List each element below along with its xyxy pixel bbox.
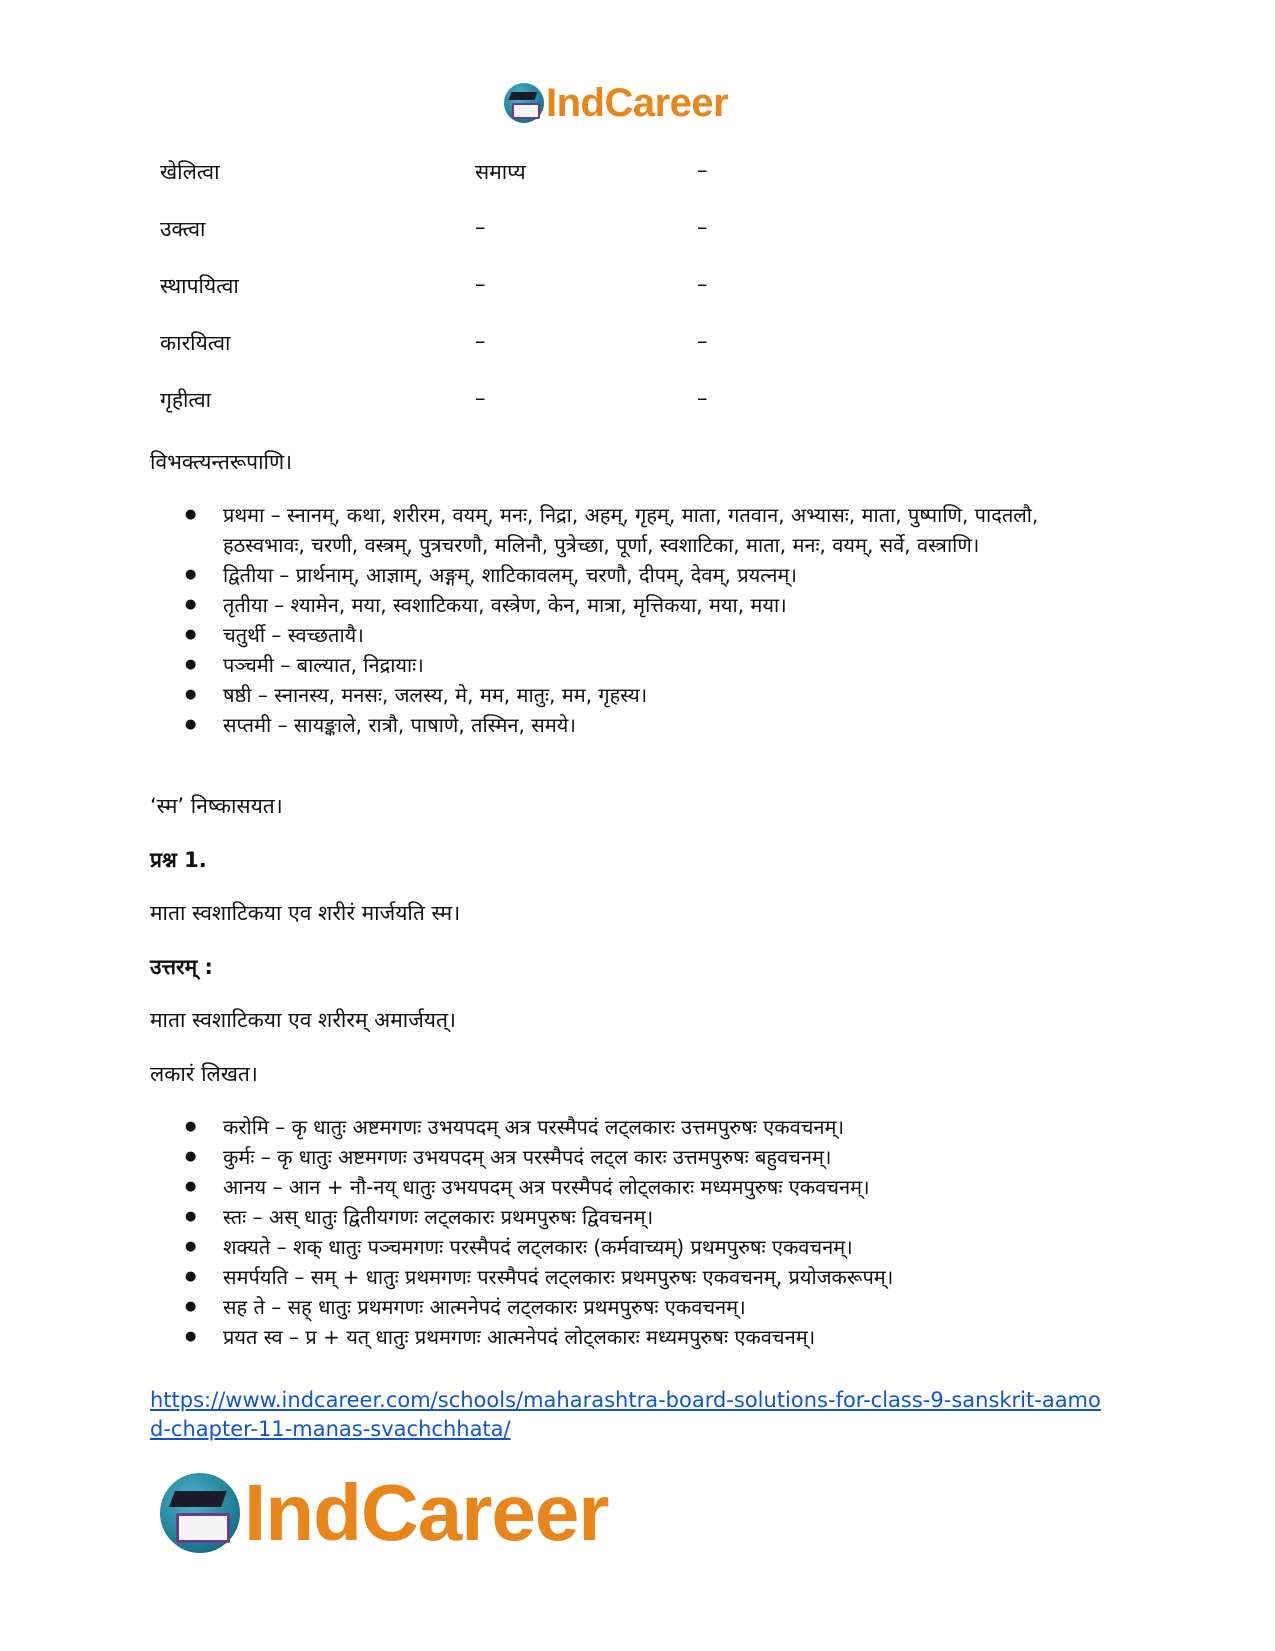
- table-row: [160, 329, 760, 386]
- table-cell: –: [697, 215, 708, 239]
- list-item: ● सप्तमी – सायङ्काले, रात्रौ, पाषाणे, तस्मिन, समये।: [185, 710, 1085, 740]
- list-item: ● कुर्मः – कृ धातुः अष्टमगणः उभयपदम् अत्र परस्मैपदं लट्ल कारः उत्तमपुरुषः बहुवचनम्।: [185, 1142, 1085, 1172]
- table-cell: गृहीत्वा: [160, 388, 212, 412]
- lakara-list: [185, 1112, 1085, 1352]
- table-row: [160, 158, 760, 215]
- table-cell: –: [697, 158, 708, 182]
- section-heading-sma: ‘स्म’ निष्कासयत।: [150, 794, 283, 818]
- table-cell: उक्त्वा: [160, 217, 206, 241]
- graduation-cap-books-icon: [160, 1473, 240, 1553]
- question-label: प्रश्न 1.: [150, 848, 207, 872]
- table-cell: कारयित्वा: [160, 331, 231, 355]
- list-item: ● तृतीया – श्यामेन, मया, स्वशाटिकया, वस्त्रेण, केन, मात्रा, मृत्तिकया, मया, मया।: [185, 590, 1085, 620]
- list-item: ● प्रथमा – स्नानम्, कथा, शरीरम, वयम्, मनः, निद्रा, अहम्, गृहम्, माता, गतवान, अभ्यासः, माता, पुष्पाणि, पादतलौ, हठस्वभावः, चरणी, वस्त्रम्, पुत्रचरणौ, मलिनौ, पुत्रेच्छा, पूर्णा, स्वशाटिका, माता, मनः, वयम्, सर्वे, वस्त्राणि।: [185, 500, 1085, 560]
- table-cell: खेलित्वा: [160, 160, 220, 184]
- source-link[interactable]: https://www.indcareer.com/schools/maharashtra-board-solutions-for-class-9-sanskrit-aamod-chapter-11-manas-svachchhata/: [150, 1388, 1101, 1441]
- list-item: ● प्रयत स्व – प्र + यत् धातुः प्रथमगणः आत्मनेपदं लोट्लकारः मध्यमपुरुषः एकवचनम्।: [185, 1322, 1085, 1352]
- list-item: ● षष्ठी – स्नानस्य, मनसः, जलस्य, मे, मम, मातुः, मम, गृहस्य।: [185, 680, 1085, 710]
- answer-label: उत्तरम् :: [150, 955, 213, 979]
- word-table: [160, 158, 760, 443]
- vibhakti-list: [185, 500, 1085, 740]
- section-heading-vibhakti: विभक्त्यन्तरूपाणि।: [150, 450, 293, 474]
- table-row: [160, 272, 760, 329]
- logo-top: [504, 78, 784, 128]
- table-cell: –: [697, 329, 708, 353]
- list-item: ● आनय – आन + नौ-नय् धातुः उभयपदम् अत्र परस्मैपदं लोट्लकारः मध्यमपुरुषः एकवचनम्।: [185, 1172, 1085, 1202]
- table-cell: –: [697, 272, 708, 296]
- list-item: ● सह ते – सह् धातुः प्रथमगणः आत्मनेपदं लट्लकारः प्रथमपुरुषः एकवचनम्।: [185, 1292, 1085, 1322]
- question-text: माता स्वशाटिकया एव शरीरं मार्जयति स्म।: [150, 901, 461, 925]
- list-item: ● स्तः – अस् धातुः द्वितीयगणः लट्लकारः प्रथमपुरुषः द्विवचनम्।: [185, 1202, 1085, 1232]
- graduation-cap-books-icon: [504, 83, 544, 123]
- list-item: ● द्वितीया – प्रार्थनाम्, आज्ञाम्, अङ्गम्, शाटिकावलम्, चरणौ, दीपम्, देवम्, प्रयत्नम्।: [185, 560, 1085, 590]
- logo-wordmark: IndCareer: [546, 81, 729, 125]
- logo-wordmark: IndCareer: [244, 1468, 609, 1557]
- table-row: [160, 386, 760, 443]
- table-cell: समाप्य: [475, 160, 526, 184]
- table-cell: –: [697, 386, 708, 410]
- table-cell: –: [475, 272, 486, 296]
- section-heading-lakara: लकारं लिखत।: [150, 1062, 258, 1086]
- table-cell: स्थापयित्वा: [160, 274, 239, 298]
- table-cell: –: [475, 329, 486, 353]
- list-item: ● पञ्चमी – बाल्यात, निद्रायाः।: [185, 650, 1085, 680]
- table-cell: –: [475, 386, 486, 410]
- list-item: ● चतुर्थी – स्वच्छतायै।: [185, 620, 1085, 650]
- table-cell: –: [475, 215, 486, 239]
- answer-text: माता स्वशाटिकया एव शरीरम् अमार्जयत्।: [150, 1008, 456, 1032]
- table-row: [160, 215, 760, 272]
- logo-bottom: [160, 1468, 700, 1558]
- list-item: ● करोमि – कृ धातुः अष्टमगणः उभयपदम् अत्र परस्मैपदं लट्लकारः उत्तमपुरुषः एकवचनम्।: [185, 1112, 1085, 1142]
- list-item: ● समर्पयति – सम् + धातुः प्रथमगणः परस्मैपदं लट्लकारः प्रथमपुरुषः एकवचनम्, प्रयोजकरूपम्।: [185, 1262, 1085, 1292]
- list-item: ● शक्यते – शक् धातुः पञ्चमगणः परस्मैपदं लट्लकारः (कर्मवाच्यम्) प्रथमपुरुषः एकवचनम्।: [185, 1232, 1085, 1262]
